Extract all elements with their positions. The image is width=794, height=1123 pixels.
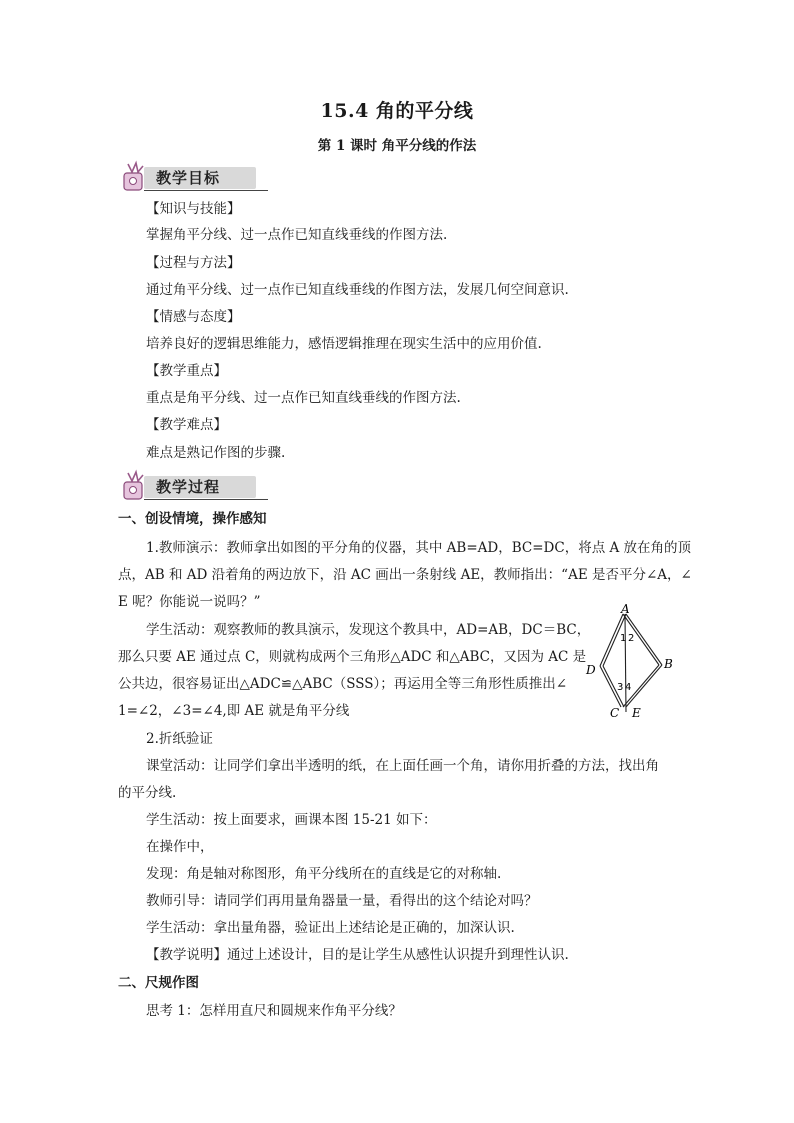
paragraph-line: 在操作中， bbox=[146, 839, 214, 855]
paragraph-line: 点，AB 和 AD 沿着角的两边放下，沿 AC 画出一条射线 AE，教师指出：“AE 是否平分∠A，∠ bbox=[118, 567, 692, 583]
goal-heading-process: 【过程与方法】 bbox=[146, 255, 241, 271]
paragraph-line: E 呢？你能说一说吗？” bbox=[118, 594, 261, 610]
paragraph-line: 发现：角是轴对称图形，角平分线所在的直线是它的对称轴. bbox=[146, 866, 502, 882]
goal-text-difficulty: 难点是熟记作图的步骤. bbox=[146, 445, 286, 461]
paragraph-line: 1=∠2，∠3=∠4,即 AE 就是角平分线 bbox=[118, 703, 350, 719]
paragraph-line: 1.教师演示：教师拿出如图的平分角的仪器，其中 AB=AD，BC=DC，将点 A 放在角的顶 bbox=[146, 540, 692, 556]
paragraph-line: 的平分线. bbox=[118, 785, 177, 801]
goal-text-attitude: 培养良好的逻辑思维能力，感悟逻辑推理在现实生活中的应用价值. bbox=[146, 336, 542, 352]
goal-text-key-point: 重点是角平分线、过一点作已知直线垂线的作图方法. bbox=[146, 390, 461, 406]
angle-bisector-figure bbox=[583, 604, 673, 720]
angle-label-4: 4 bbox=[625, 682, 632, 693]
paragraph-line: 课堂活动：让同学们拿出半透明的纸，在上面任画一个角，请你用折叠的方法，找出角 bbox=[146, 758, 659, 774]
paragraph-line: 公共边，很容易证出△ADC≌△ABC（SSS）；再运用全等三角形性质推出∠ bbox=[118, 676, 568, 692]
paragraph-line: 教师引导：请同学们再用量角器量一量，看得出的这个结论对吗？ bbox=[146, 893, 538, 909]
goal-text-knowledge: 掌握角平分线、过一点作已知直线垂线的作图方法. bbox=[146, 227, 448, 243]
goal-text-process: 通过角平分线、过一点作已知直线垂线的作图方法，发展几何空间意识. bbox=[146, 282, 569, 298]
sub-heading-folding: 2.折纸验证 bbox=[146, 731, 213, 747]
section-title-process: 教学过程 bbox=[156, 478, 221, 496]
goal-heading-key-point: 【教学重点】 bbox=[146, 363, 227, 379]
paragraph-line: 那么只要 AE 通过点 C，则就构成两个三角形△ADC 和△ABC，又因为 AC 是 bbox=[118, 649, 587, 665]
point-label-d: D bbox=[586, 663, 596, 677]
angle-label-2: 2 bbox=[628, 633, 635, 644]
point-label-b: B bbox=[664, 657, 673, 671]
point-label-e: E bbox=[632, 706, 641, 720]
goal-heading-knowledge: 【知识与技能】 bbox=[146, 201, 241, 217]
paragraph-line: 学生活动：拿出量角器，验证出上述结论是正确的，加深认识. bbox=[146, 920, 515, 936]
goal-heading-attitude: 【情感与态度】 bbox=[146, 309, 241, 325]
section-header-goals bbox=[116, 160, 266, 194]
section-title-goals: 教学目标 bbox=[156, 169, 221, 187]
section-header-process bbox=[116, 469, 266, 503]
page-title: 15.4 角的平分线 bbox=[320, 100, 474, 122]
paragraph-line: 学生活动：观察教师的教具演示，发现这个教具中，AD=AB，DC＝BC， bbox=[146, 622, 591, 638]
goal-heading-difficulty: 【教学难点】 bbox=[146, 417, 227, 433]
quadrilateral-diagram bbox=[583, 604, 673, 720]
paragraph-line: 思考 1：怎样用直尺和圆规来作角平分线？ bbox=[146, 1003, 402, 1019]
page-subtitle: 第 1 课时 角平分线的作法 bbox=[317, 138, 477, 154]
teaching-note: 【教学说明】通过上述设计，目的是让学生从感性认识提升到理性认识. bbox=[146, 947, 569, 963]
point-label-a: A bbox=[621, 602, 630, 616]
point-label-c: C bbox=[610, 706, 620, 720]
angle-label-1: 1 bbox=[620, 633, 627, 644]
angle-label-3: 3 bbox=[617, 682, 624, 693]
part-heading-1: 一、创设情境，操作感知 bbox=[118, 511, 267, 527]
paragraph-line: 学生活动：按上面要求，画课本图 15-21 如下： bbox=[146, 812, 437, 828]
part-heading-2: 二、尺规作图 bbox=[118, 975, 199, 991]
